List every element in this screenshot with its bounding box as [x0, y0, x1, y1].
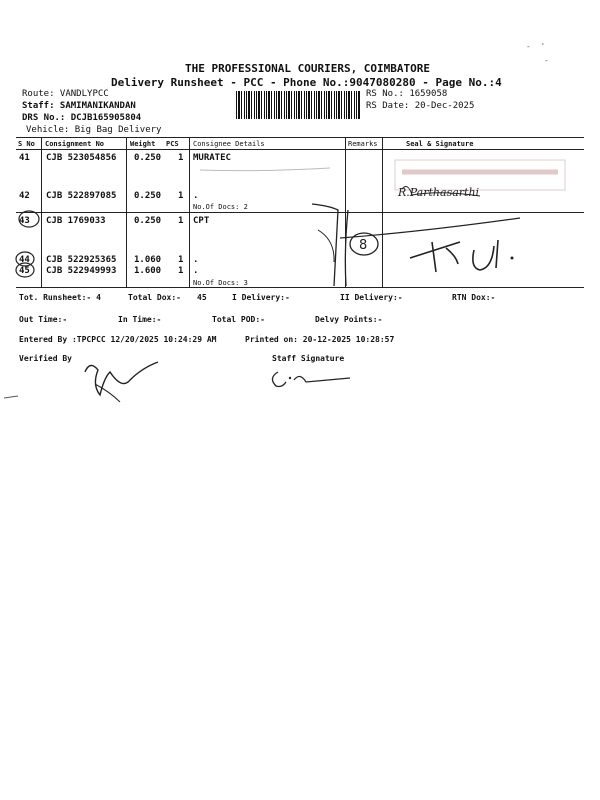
delvy-points: Delvy Points:-	[315, 315, 383, 324]
row-consignment: CJB 522897085	[46, 191, 117, 201]
rs-number: RS No.: 1659058	[366, 89, 448, 99]
row-consignee: MURATEC	[193, 153, 231, 163]
bracket-stroke	[318, 230, 334, 262]
i-delivery: I Delivery:-	[232, 293, 290, 302]
scan-smudge	[4, 396, 18, 398]
row-sno: 42	[19, 191, 30, 201]
total-dox-value: 45	[197, 293, 207, 302]
entered-by: Entered By :TPCPCC 12/20/2025 10:24:29 AM	[19, 335, 217, 344]
printed-on: Printed on: 20-12-2025 10:28:57	[245, 335, 395, 344]
bracket-stroke	[312, 204, 338, 286]
row-sno: 44	[19, 255, 30, 265]
signature-stroke	[473, 240, 498, 270]
signature-stroke	[85, 362, 158, 395]
total-pod: Total POD:-	[212, 315, 265, 324]
row-pcs: 1	[178, 266, 184, 276]
route-label: Route: VANDLYPCC	[22, 89, 109, 99]
verified-by: Verified By	[19, 354, 72, 363]
header-consignment: Consignment No	[45, 140, 105, 148]
runsheet-subtitle: Delivery Runsheet - PCC - Phone No.:9047080280 - Page No.:4	[111, 76, 502, 89]
handwritten-signature: R.Parthasarthi	[398, 186, 480, 199]
row-weight: 0.250	[134, 216, 162, 226]
company-title: THE PROFESSIONAL COURIERS, COIMBATORE	[185, 62, 431, 75]
rs-date: RS Date: 20-Dec-2025	[366, 101, 475, 111]
pen-stroke	[340, 218, 520, 238]
row-consignee: .	[193, 255, 199, 265]
docs-count: No.Of Docs: 2	[193, 203, 248, 211]
staff-label: Staff: SAMIMANIKANDAN	[22, 101, 136, 111]
docs-count: No.Of Docs: 3	[193, 279, 248, 287]
bracket-stroke	[345, 210, 348, 286]
tot-runsheet: Tot. Runsheet:- 4	[19, 293, 101, 302]
out-time: Out Time:-	[19, 315, 68, 324]
row-weight: 1.060	[134, 255, 162, 265]
row-consignment: CJB 522949993	[46, 266, 117, 276]
scan-mark: - '	[526, 42, 546, 51]
header-consignee: Consignee Details	[193, 140, 265, 148]
signature-stroke	[410, 242, 460, 272]
row-pcs: 1	[178, 216, 184, 226]
row-sno: 43	[19, 216, 30, 226]
header-sno: S No	[18, 140, 35, 148]
total-dox-label: Total Dox:-	[128, 293, 181, 302]
header-remarks: Remarks	[348, 140, 378, 148]
row-consignment: CJB 523054856	[46, 153, 117, 163]
scan-mark: -	[544, 56, 549, 65]
circle-mark	[19, 211, 39, 227]
signature-stroke	[272, 372, 286, 387]
circle-mark	[16, 263, 34, 277]
svg-text:8: 8	[359, 238, 368, 253]
row-consignee: CPT	[193, 216, 210, 226]
signature-stroke	[294, 376, 350, 382]
rtn-dox: RTN Dox:-	[452, 293, 496, 302]
row-pcs: 1	[178, 255, 184, 265]
faint-stroke	[200, 168, 330, 171]
row-pcs: 1	[178, 191, 184, 201]
row-weight: 1.600	[134, 266, 162, 276]
in-time: In Time:-	[118, 315, 162, 324]
header-weight: Weight	[130, 140, 156, 148]
header-seal: Seal & Signature	[406, 140, 474, 148]
vehicle-label: Vehicle: Big Bag Delivery	[26, 125, 162, 135]
row-weight: 0.250	[134, 191, 162, 201]
row-consignment: CJB 522925365	[46, 255, 117, 265]
row-consignee: .	[193, 266, 199, 276]
circle-mark	[16, 252, 34, 266]
row-consignee: .	[193, 191, 199, 201]
row-sno: 45	[19, 266, 30, 276]
row-sno: 41	[19, 153, 30, 163]
row-pcs: 1	[178, 153, 184, 163]
drs-label: DRS No.: DCJB165905804	[22, 113, 142, 123]
ii-delivery: II Delivery:-	[340, 293, 403, 302]
row-weight: 0.250	[134, 153, 162, 163]
row-consignment: CJB 1769033	[46, 216, 106, 226]
staff-signature-label: Staff Signature	[272, 354, 345, 363]
header-pcs: PCS	[166, 140, 179, 148]
